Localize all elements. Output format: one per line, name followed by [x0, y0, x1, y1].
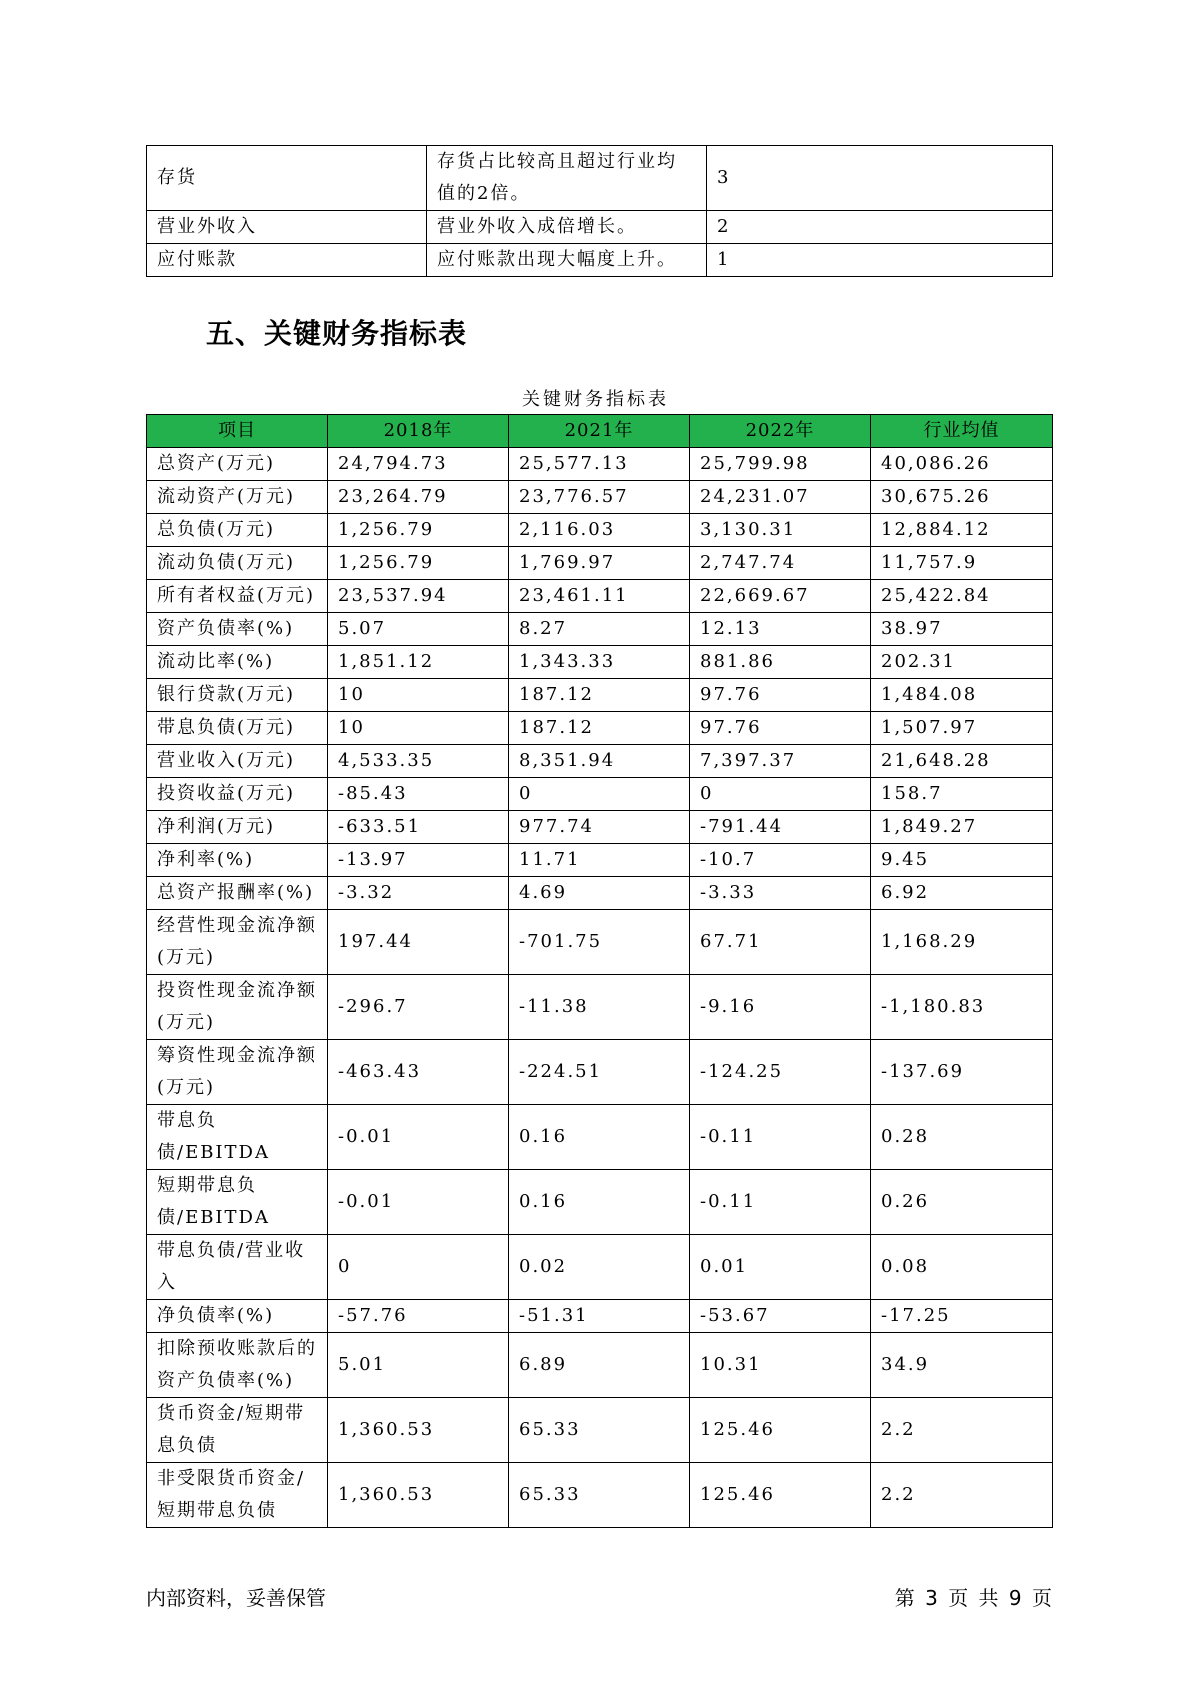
header-2022: 2022年	[690, 415, 871, 448]
indicator-name: 银行贷款(万元)	[147, 679, 328, 712]
value-2021: -11.38	[509, 975, 690, 1040]
indicator-name: 带息负债/EBITDA	[147, 1105, 328, 1170]
indicator-name: 流动资产(万元)	[147, 481, 328, 514]
value-industry-avg: 2.2	[871, 1398, 1053, 1463]
value-2022: -9.16	[690, 975, 871, 1040]
table-row	[147, 244, 1053, 277]
value-2018: -0.01	[328, 1105, 509, 1170]
table-row	[147, 877, 1053, 910]
value-2018: 1,256.79	[328, 514, 509, 547]
table-row	[147, 975, 1053, 1040]
value-2021: 2,116.03	[509, 514, 690, 547]
header-2018: 2018年	[328, 415, 509, 448]
value-2018: -296.7	[328, 975, 509, 1040]
value-2021: 23,776.57	[509, 481, 690, 514]
table-row	[147, 1300, 1053, 1333]
indicator-name: 净负债率(%)	[147, 1300, 328, 1333]
indicator-name: 非受限货币资金/短期带息负债	[147, 1463, 328, 1528]
value-2021: 23,461.11	[509, 580, 690, 613]
value-2022: -124.25	[690, 1040, 871, 1105]
risk-score: 2	[707, 211, 1053, 244]
value-industry-avg: -17.25	[871, 1300, 1053, 1333]
value-2018: 5.01	[328, 1333, 509, 1398]
value-2022: 2,747.74	[690, 547, 871, 580]
value-2018: -3.32	[328, 877, 509, 910]
value-2021: 8.27	[509, 613, 690, 646]
value-2021: 65.33	[509, 1398, 690, 1463]
indicator-name: 总资产(万元)	[147, 448, 328, 481]
table-header-row	[147, 415, 1053, 448]
indicator-name: 总负债(万元)	[147, 514, 328, 547]
table-row	[147, 1463, 1053, 1528]
indicator-name: 货币资金/短期带息负债	[147, 1398, 328, 1463]
value-2018: 1,360.53	[328, 1398, 509, 1463]
value-2022: -10.7	[690, 844, 871, 877]
indicator-name: 扣除预收账款后的资产负债率(%)	[147, 1333, 328, 1398]
indicator-name: 经营性现金流净额(万元)	[147, 910, 328, 975]
value-2018: 1,360.53	[328, 1463, 509, 1528]
value-2018: -57.76	[328, 1300, 509, 1333]
value-2018: 0	[328, 1235, 509, 1300]
value-2022: 881.86	[690, 646, 871, 679]
value-2022: -791.44	[690, 811, 871, 844]
table-row	[147, 580, 1053, 613]
value-2018: -13.97	[328, 844, 509, 877]
header-industry-avg: 行业均值	[871, 415, 1053, 448]
table-row	[147, 1333, 1053, 1398]
value-industry-avg: 38.97	[871, 613, 1053, 646]
table-row	[147, 910, 1053, 975]
value-industry-avg: 158.7	[871, 778, 1053, 811]
value-industry-avg: 34.9	[871, 1333, 1053, 1398]
value-2018: -85.43	[328, 778, 509, 811]
footer-page-number: 第 3 页 共 9 页	[894, 1586, 1052, 1610]
value-industry-avg: -137.69	[871, 1040, 1053, 1105]
value-industry-avg: 202.31	[871, 646, 1053, 679]
value-2021: 8,351.94	[509, 745, 690, 778]
table-row	[147, 1040, 1053, 1105]
risk-score: 1	[707, 244, 1053, 277]
value-2018: 10	[328, 712, 509, 745]
value-industry-avg: 2.2	[871, 1463, 1053, 1528]
value-2021: -701.75	[509, 910, 690, 975]
value-industry-avg: -1,180.83	[871, 975, 1053, 1040]
indicator-name: 投资收益(万元)	[147, 778, 328, 811]
table-row	[147, 679, 1053, 712]
indicator-name: 流动比率(%)	[147, 646, 328, 679]
key-financial-indicators-table	[146, 414, 1053, 1528]
value-2022: 12.13	[690, 613, 871, 646]
table-row	[147, 211, 1053, 244]
value-2022: -3.33	[690, 877, 871, 910]
table-row	[147, 448, 1053, 481]
value-2022: -0.11	[690, 1105, 871, 1170]
value-2022: 3,130.31	[690, 514, 871, 547]
value-2021: 0.16	[509, 1105, 690, 1170]
risk-desc: 营业外收入成倍增长。	[427, 211, 707, 244]
table-row	[147, 811, 1053, 844]
value-2021: 187.12	[509, 679, 690, 712]
value-2021: 187.12	[509, 712, 690, 745]
value-2021: 65.33	[509, 1463, 690, 1528]
value-industry-avg: 0.08	[871, 1235, 1053, 1300]
value-industry-avg: 1,168.29	[871, 910, 1053, 975]
value-industry-avg: 40,086.26	[871, 448, 1053, 481]
value-2018: 23,264.79	[328, 481, 509, 514]
value-industry-avg: 1,484.08	[871, 679, 1053, 712]
value-2018: 5.07	[328, 613, 509, 646]
table-row	[147, 146, 1053, 211]
table-row	[147, 1105, 1053, 1170]
value-industry-avg: 6.92	[871, 877, 1053, 910]
value-2018: 1,851.12	[328, 646, 509, 679]
value-2021: 977.74	[509, 811, 690, 844]
value-industry-avg: 11,757.9	[871, 547, 1053, 580]
table-row	[147, 844, 1053, 877]
indicator-name: 筹资性现金流净额(万元)	[147, 1040, 328, 1105]
header-item: 项目	[147, 415, 328, 448]
risk-score: 3	[707, 146, 1053, 211]
value-2022: 0	[690, 778, 871, 811]
value-2021: 0.02	[509, 1235, 690, 1300]
value-2022: -0.11	[690, 1170, 871, 1235]
table-row	[147, 1170, 1053, 1235]
risk-desc: 应付账款出现大幅度上升。	[427, 244, 707, 277]
value-2018: -0.01	[328, 1170, 509, 1235]
value-2018: 10	[328, 679, 509, 712]
value-2021: 6.89	[509, 1333, 690, 1398]
table-row	[147, 646, 1053, 679]
value-2022: 0.01	[690, 1235, 871, 1300]
value-industry-avg: 21,648.28	[871, 745, 1053, 778]
value-2022: 125.46	[690, 1463, 871, 1528]
value-industry-avg: 1,507.97	[871, 712, 1053, 745]
value-2018: 197.44	[328, 910, 509, 975]
section-title: 五、关键财务指标表	[206, 317, 468, 350]
indicator-name: 净利润(万元)	[147, 811, 328, 844]
value-industry-avg: 0.28	[871, 1105, 1053, 1170]
indicator-name: 总资产报酬率(%)	[147, 877, 328, 910]
indicator-name: 投资性现金流净额(万元)	[147, 975, 328, 1040]
indicator-name: 带息负债(万元)	[147, 712, 328, 745]
value-2021: 1,343.33	[509, 646, 690, 679]
table-row	[147, 514, 1053, 547]
footer-confidential-note: 内部资料，妥善保管	[146, 1586, 326, 1610]
risk-desc: 存货占比较高且超过行业均值的2倍。	[427, 146, 707, 211]
table-row	[147, 547, 1053, 580]
indicator-name: 短期带息负债/EBITDA	[147, 1170, 328, 1235]
table-row	[147, 778, 1053, 811]
value-2018: 24,794.73	[328, 448, 509, 481]
table-row	[147, 745, 1053, 778]
value-2022: 125.46	[690, 1398, 871, 1463]
value-2021: 11.71	[509, 844, 690, 877]
table-caption: 关键财务指标表	[522, 389, 669, 410]
value-2022: 67.71	[690, 910, 871, 975]
table-row	[147, 613, 1053, 646]
value-2018: 4,533.35	[328, 745, 509, 778]
value-2021: 0	[509, 778, 690, 811]
indicator-name: 资产负债率(%)	[147, 613, 328, 646]
indicator-name: 所有者权益(万元)	[147, 580, 328, 613]
indicator-name: 营业收入(万元)	[147, 745, 328, 778]
value-2022: 22,669.67	[690, 580, 871, 613]
value-2021: 1,769.97	[509, 547, 690, 580]
value-2022: 10.31	[690, 1333, 871, 1398]
value-industry-avg: 0.26	[871, 1170, 1053, 1235]
value-2018: 1,256.79	[328, 547, 509, 580]
risk-factor-table	[146, 145, 1053, 277]
risk-item: 营业外收入	[147, 211, 427, 244]
value-2018: 23,537.94	[328, 580, 509, 613]
value-industry-avg: 12,884.12	[871, 514, 1053, 547]
value-2022: 97.76	[690, 712, 871, 745]
indicator-name: 带息负债/营业收入	[147, 1235, 328, 1300]
table-row	[147, 1235, 1053, 1300]
indicator-name: 流动负债(万元)	[147, 547, 328, 580]
table-row	[147, 712, 1053, 745]
value-2022: 24,231.07	[690, 481, 871, 514]
value-2022: 7,397.37	[690, 745, 871, 778]
value-2021: 0.16	[509, 1170, 690, 1235]
header-2021: 2021年	[509, 415, 690, 448]
value-2022: 25,799.98	[690, 448, 871, 481]
value-2021: 25,577.13	[509, 448, 690, 481]
value-industry-avg: 9.45	[871, 844, 1053, 877]
value-2018: -463.43	[328, 1040, 509, 1105]
value-industry-avg: 25,422.84	[871, 580, 1053, 613]
risk-item: 应付账款	[147, 244, 427, 277]
value-industry-avg: 1,849.27	[871, 811, 1053, 844]
value-2021: -224.51	[509, 1040, 690, 1105]
value-2022: 97.76	[690, 679, 871, 712]
value-2021: 4.69	[509, 877, 690, 910]
value-industry-avg: 30,675.26	[871, 481, 1053, 514]
indicator-name: 净利率(%)	[147, 844, 328, 877]
value-2018: -633.51	[328, 811, 509, 844]
value-2021: -51.31	[509, 1300, 690, 1333]
value-2022: -53.67	[690, 1300, 871, 1333]
table-row	[147, 1398, 1053, 1463]
risk-item: 存货	[147, 146, 427, 211]
table-row	[147, 481, 1053, 514]
